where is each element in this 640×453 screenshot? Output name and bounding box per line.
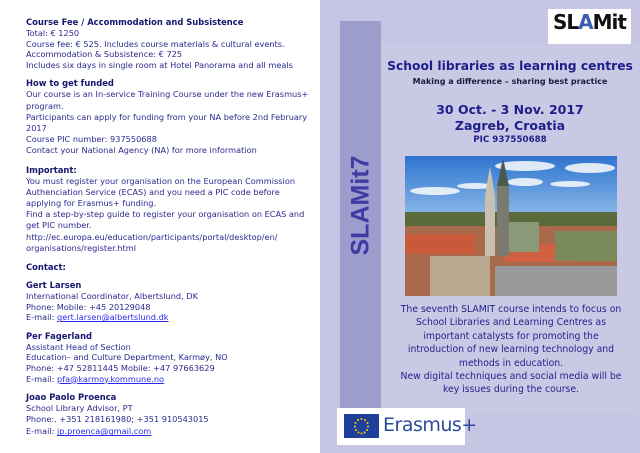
erasmus-text: Erasmus+ bbox=[383, 414, 477, 436]
fee-heading: Course Fee / Accommodation and Subsistence bbox=[26, 17, 244, 27]
vertical-title-text: SLAMit7 bbox=[346, 155, 374, 255]
course-description bbox=[400, 303, 622, 397]
course-dates: 30 Oct. - 3 Nov. 2017 bbox=[436, 102, 584, 117]
fee-section bbox=[26, 17, 316, 70]
contact-phone: Phone:. +351 218161980; +351 910543015 bbox=[26, 413, 209, 424]
contact-phone: Phone: Mobile: +45 20129048 bbox=[26, 301, 151, 312]
email-label: E-mail: bbox=[26, 426, 58, 437]
description-text: New digital techniques and social media will be key issues during the course. bbox=[400, 371, 622, 396]
email-link[interactable]: gert.larsen@albertslund.dk bbox=[57, 312, 169, 323]
contact-phone: Phone: +47 52811445 Mobile: +47 97663629 bbox=[26, 362, 215, 373]
funding-pic: Course PIC number: 937550688 bbox=[26, 134, 157, 145]
vertical-title bbox=[340, 120, 381, 290]
logo-subtitle: · · · · · · · · · · · · · bbox=[565, 35, 614, 39]
contact-role: International Coordinator, Albertslund, DK bbox=[26, 291, 198, 302]
email-label: E-mail: bbox=[26, 373, 58, 384]
contact-person bbox=[26, 392, 316, 437]
contact-department: Education– and Culture Department, Karmøy, NO bbox=[26, 352, 228, 363]
description-text: The seventh SLAMIT course intends to focus on School Libraries and Learning Centres as important catalysts for promoting the introduction of new learning technology and methods in education. bbox=[400, 304, 622, 369]
funding-text: Participants can apply for funding from your NA before 2nd February 2017 bbox=[26, 111, 308, 133]
contact-name: Gert Larsen bbox=[26, 280, 82, 291]
course-pic: PIC 937550688 bbox=[473, 135, 547, 145]
course-title: School libraries as learning centres bbox=[387, 59, 633, 73]
zagreb-photo bbox=[405, 156, 617, 296]
fee-course: Course fee: € 525. Includes course materials & cultural events. bbox=[26, 38, 285, 49]
fee-includes: Includes six days in single room at Hotel Panorama and all meals bbox=[26, 59, 293, 70]
slamit-logo bbox=[548, 9, 631, 44]
email-label: E-mail: bbox=[26, 312, 58, 323]
logo-text: SLAMit bbox=[553, 10, 626, 34]
email-link[interactable]: pfa@karmoy.kommune.no bbox=[57, 373, 165, 384]
contact-role: Assistant Head of Section bbox=[26, 341, 131, 352]
contact-person bbox=[26, 280, 316, 323]
contact-person bbox=[26, 331, 316, 384]
funding-heading: How to get funded bbox=[26, 78, 114, 89]
email-link[interactable]: jp.proenca@gmail.com bbox=[57, 426, 152, 437]
fee-accommodation: Accommodation & Subsistence: € 725 bbox=[26, 49, 183, 60]
contact-section bbox=[26, 262, 316, 273]
course-subtitle: Making a difference – sharing best practice bbox=[412, 77, 608, 86]
important-section bbox=[26, 165, 316, 254]
erasmus-logo bbox=[337, 408, 477, 445]
contact-role: School Library Advisor, PT bbox=[26, 403, 133, 414]
contact-name: Per Fagerland bbox=[26, 330, 93, 341]
important-text: You must register your organisation on the European Commission Authenciation Service (ECAS) and you need a PIC code before applying for Erasmus+ funding. bbox=[26, 175, 296, 208]
course-location: Zagreb, Croatia bbox=[454, 118, 566, 133]
funding-text: Contact your National Agency (NA) for more information bbox=[26, 145, 257, 156]
funding-text: Our course is an In-service Training Course under the new Erasmus+ program. bbox=[26, 89, 309, 111]
contact-heading: Contact: bbox=[26, 262, 66, 273]
funding-section bbox=[26, 78, 316, 156]
contact-name: Joao Paolo Proenca bbox=[26, 392, 117, 403]
important-heading: Important: bbox=[26, 164, 77, 175]
important-text: Find a step-by-step guide to register your organisation on ECAS and get PIC number. bbox=[26, 209, 305, 231]
info-column bbox=[26, 17, 316, 445]
cover-panel bbox=[320, 0, 640, 453]
eu-flag-icon bbox=[344, 414, 379, 438]
fee-total: Total: € 1250 bbox=[26, 28, 80, 38]
ecas-url: http://ec.europa.eu/education/participants/portal/desktop/en/ organisations/register.html bbox=[26, 231, 278, 253]
